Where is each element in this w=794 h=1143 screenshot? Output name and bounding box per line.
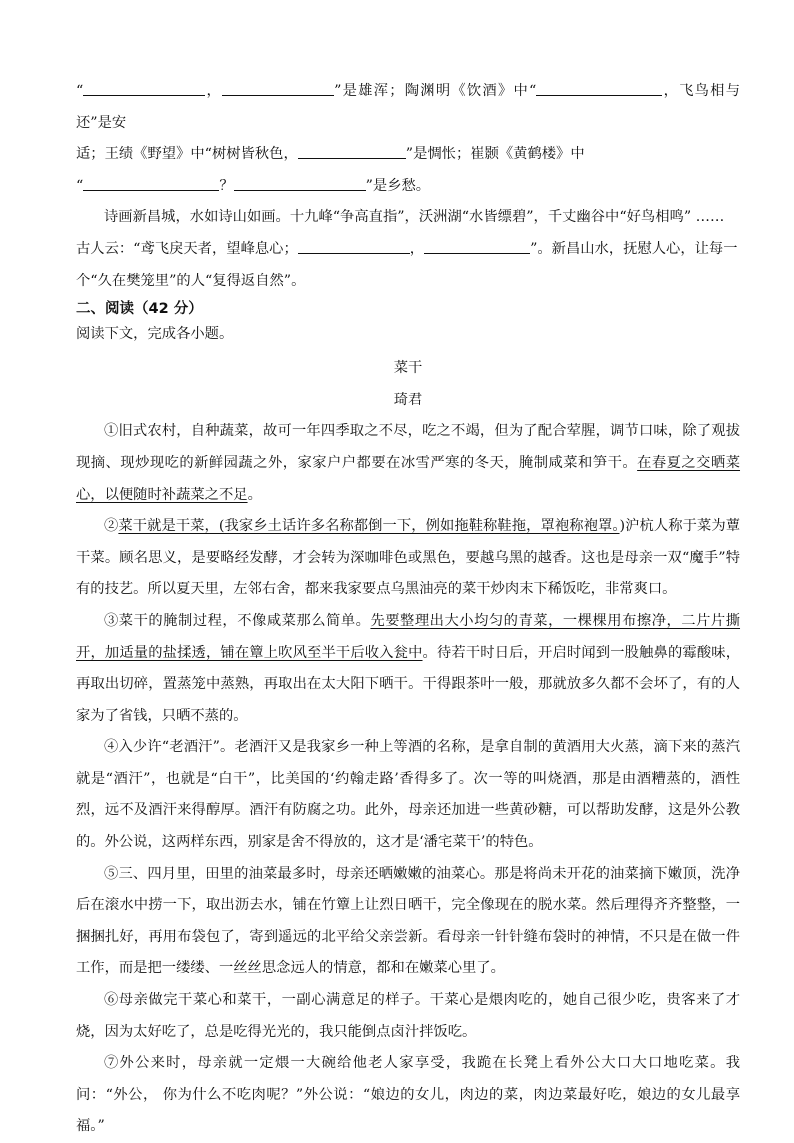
poem-text: 适；王绩《野望》中“树树皆秋色， [76,146,298,163]
answer-blank[interactable] [298,239,410,254]
article-paragraph-2: ②菜干就是干菜，(我家乡土话许多名称都倒一下，例如拖鞋称鞋拖，罩袍称袍罩。)沪杭人称于菜为蕈干菜。顾名思义，是要略经发酵，才会转为深咖啡色或黑色，要越乌黑的越香。这也是母亲一双“魔手”特有的技艺。所以夏天里，左邻右舍，都来我家要点乌黑油亮的菜干炒肉末下稀饭吃，非常爽口。 [76,518,741,598]
article-paragraph-6: ⑥母亲做完干菜心和菜干，一副心满意足的样子。干菜心是煨肉吃的，她自己很少吃，贵客来了才烧，因为太好吃了，总是吃得光光的，我只能倒点卤汁拌饭吃。 [76,992,740,1040]
answer-blank[interactable] [536,81,662,96]
article-author: 琦君 [393,391,423,408]
article-paragraph-3: ③菜干的腌制过程，不像咸菜那么简单。先要整理出大小均匀的青菜，一棵棵用布擦净，二片片撕开，加适量的盐揉透，铺在簟上吹风至半干后收入瓮中。待若干时日后，开启时闻到一股触鼻的霉酸味，再取出切碎，置蒸笼中蒸熟，再取出在太大阳下晒干。干得跟茶叶一般，那就放多久都不会坏了，有的人家为了省钱，只晒不蒸的。 [76,612,741,724]
article-paragraph-7: ⑦外公来时，母亲就一定煨一大碗给他老人家享受，我跪在长凳上看外公大口大口地吃菜。我问：“外公， 你为什么不吃肉呢？”外公说：“娘边的女儿，肉边的菜，肉边菜最好吃，娘边的女儿最享福。” [76,1055,740,1135]
poem-text: ，飞鸟相与还”是安 [76,83,741,131]
poem-line-3 [76,171,740,203]
scenery-paragraph: 诗画新昌城，水如诗山如画。十九峰“争高直指”，沃洲湖“水皆缥碧”，千丈幽谷中“好鸟相鸣” …… 古人云：“鸢飞戾天者，望峰息心； ， ”。新昌山水，抚慰人心，让每一 个“久在樊笼里”的人“复得返自然”。 [76,209,738,289]
answer-blank[interactable] [298,144,406,159]
document-page [76,76,740,1143]
instruction-text: 阅读下文，完成各小题。 [76,326,234,343]
article-title: 菜干 [393,360,423,377]
section-heading: 二、阅读（42 分） [76,301,203,318]
poem-text: ”是惆怅；崔颢《黄鹤楼》中 [405,146,585,163]
article-paragraph-4: ④入少许“老酒汗”。老酒汗又是我家乡一种上等酒的名称，是拿自制的黄酒用大火蒸，滴下来的蒸汽就是“酒汗”，也就是“白干”，比美国的‘约翰走路’香得多了。次一等的叫烧酒，那是由酒糟蒸的，酒性烈，远不及酒汗来得醇厚。酒汗有防腐之功。此外，母亲还加进一些黄砂糖，可以帮助发酵，这是外公教的。外公说，这两样东西，别家是舍不得放的，这才是‘潘宅菜干’的特色。 [76,739,740,851]
quote-mark: “ [76,83,84,99]
question-mark: ？ [219,177,234,194]
poem-line-1 [76,76,740,139]
poem-text: ”是雄浑；陶渊明《饮酒》中“ [334,83,537,99]
answer-blank[interactable] [424,239,530,254]
poem-text: ”是乡愁。 [365,177,431,194]
underlined-sentence: 先要整理出大小均匀的青菜，一棵棵用布擦净，二片片撕开，加适量的盐揉透，铺在簟上吹风至半干后收入瓮中 [76,612,741,661]
answer-blank[interactable] [234,176,366,191]
answer-blank[interactable] [83,176,219,191]
quote-mark: “ [76,177,84,194]
article-paragraph-1: ①旧式农村，自种蔬菜，故可一年四季取之不尽，吃之不竭，但为了配合荤腥，调节口味，除了观拔现摘、现炒现吃的新鲜园蔬之外，家家户户都要在冰雪严寒的冬天，腌制咸菜和笋干。在春夏之交晒菜心，以便随时补蔬菜之不足。 [76,423,741,503]
underlined-sentence: 在春夏之交晒菜心，以便随时补蔬菜之不足 [76,454,741,503]
article-paragraph-5: ⑤三、四月里，田里的油菜最多时，母亲还晒嫩嫩的油菜心。那是将尚未开花的油菜摘下嫩顶，洗净后在滚水中捞一下，取出沥去水，铺在竹簟上让烈日晒干，完全像现在的脱水菜。然后理得齐齐整整，一捆捆扎好，再用布袋包了，寄到遥远的北平给父亲尝新。看母亲一针针缝布袋时的神情，不只是在做一件工作，而是把一缕缕、一丝丝思念远人的情意，都和在嫩菜心里了。 [76,865,740,977]
answer-blank[interactable] [222,81,334,96]
poem-line-2 [76,139,740,171]
underlined-sentence: 菜干就是干菜，(我家乡土话许多名称都倒一下，例如拖鞋称鞋拖，罩袍称袍罩。 [118,518,620,535]
comma: ， [205,83,223,99]
answer-blank[interactable] [83,81,205,96]
